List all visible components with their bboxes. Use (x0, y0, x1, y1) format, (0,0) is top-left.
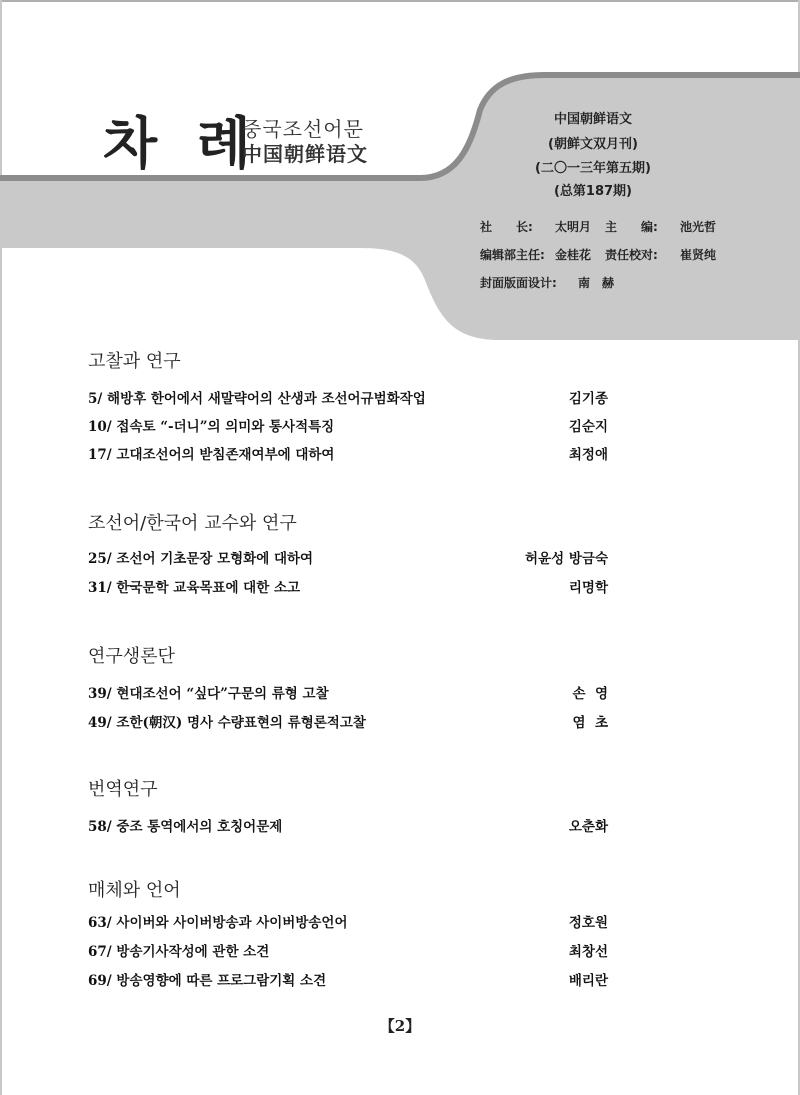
article-title: 63/ 사이버와 사이버방송과 사이버방송언어 (88, 915, 348, 931)
article-author: 정호원 (568, 915, 608, 931)
section-heading: 고찰과 연구 (88, 351, 181, 372)
article-title: 58/ 중조 통역에서의 호칭어문제 (88, 819, 283, 835)
staff-name: 金桂花 (555, 248, 592, 262)
article-author: 허윤성 방금숙 (525, 551, 608, 567)
toc-entry[interactable] (88, 547, 608, 569)
article-author: 리명학 (568, 580, 608, 596)
article-author: 오춘화 (568, 819, 608, 835)
article-author: 김기종 (568, 391, 608, 407)
article-author: 최정애 (568, 447, 608, 463)
article-author: 염 초 (572, 715, 608, 731)
toc-entry[interactable] (88, 969, 608, 991)
article-title: 5/ 해방후 한어에서 새말략어의 산생과 조선어규범화작업 (88, 391, 426, 407)
toc-entry[interactable] (88, 443, 608, 465)
section-heading: 연구생론단 (88, 646, 175, 667)
section-heading: 번역연구 (88, 779, 158, 800)
staff-name: 池光哲 (680, 220, 717, 234)
toc-entry[interactable] (88, 415, 608, 437)
staff-role: 编辑部主任: (480, 248, 545, 262)
toc-entry[interactable] (88, 387, 608, 409)
staff-role: 责任校对: (605, 248, 658, 262)
article-title: 17/ 고대조선어의 받침존재여부에 대하여 (88, 447, 335, 463)
section-heading: 조선어/한국어 교수와 연구 (88, 513, 297, 534)
journal-name-korean: 중국조선어문 (242, 117, 364, 141)
magazine-frequency: (朝鲜文双月刊) (548, 137, 638, 152)
magazine-issue: (二〇一三年第五期) (535, 161, 651, 176)
section-heading: 매체와 언어 (88, 880, 181, 901)
article-title: 69/ 방송영향에 따른 프로그람기획 소견 (88, 973, 327, 989)
toc-entry[interactable] (88, 576, 608, 598)
magazine-name: 中国朝鲜语文 (553, 112, 632, 127)
article-title: 10/ 접속토 “-더니”의 의미와 통사적특징 (88, 419, 335, 435)
magazine-total-issue: (总第187期) (553, 184, 633, 199)
toc-entry[interactable] (88, 815, 608, 837)
staff-name: 崔贤纯 (680, 248, 717, 262)
journal-name-chinese: 中国朝鲜语文 (242, 142, 368, 166)
staff-role: 封面版面设计: (480, 276, 557, 290)
toc-entry[interactable] (88, 711, 608, 733)
article-author: 김순지 (568, 419, 608, 435)
article-title: 31/ 한국문학 교육목표에 대한 소고 (88, 580, 301, 596)
staff-name: 南 赫 (578, 276, 615, 290)
toc-entry[interactable] (88, 911, 608, 933)
staff-role: 主 编: (605, 220, 658, 234)
article-title: 67/ 방송기사작성에 관한 소견 (88, 944, 270, 960)
toc-entry[interactable] (88, 682, 608, 704)
staff-role: 社 长: (480, 220, 533, 234)
article-title: 39/ 현대조선어 “싶다”구문의 류형 고찰 (88, 686, 329, 702)
page-title: 차 례 (103, 112, 261, 177)
article-author: 최창선 (568, 944, 608, 960)
staff-name: 太明月 (555, 220, 592, 234)
article-author: 손 영 (572, 686, 608, 702)
article-author: 배리란 (568, 973, 608, 989)
toc-entry[interactable] (88, 940, 608, 962)
article-title: 49/ 조한(朝汉) 명사 수량표현의 류형론적고찰 (88, 715, 366, 731)
article-title: 25/ 조선어 기초문장 모형화에 대하여 (88, 551, 314, 567)
page-number: 【2】 (379, 1017, 421, 1035)
